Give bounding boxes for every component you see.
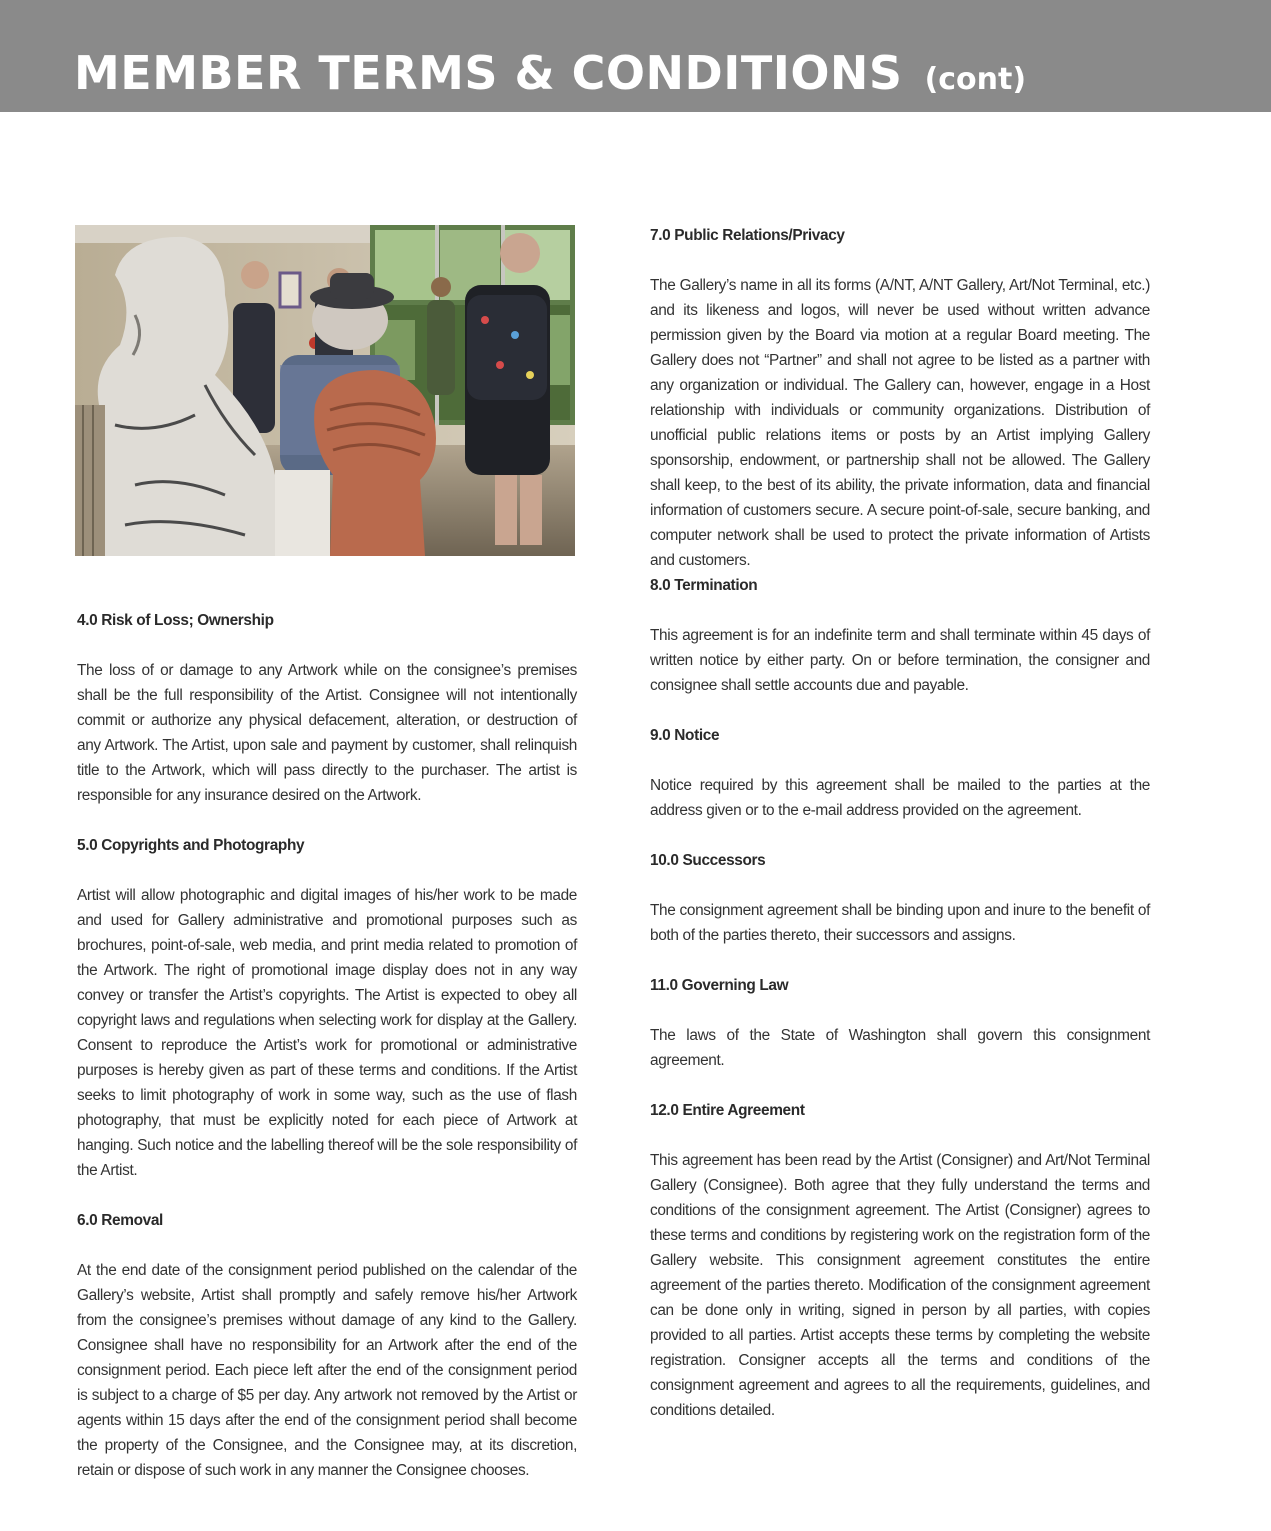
section-body: The laws of the State of Washington shall govern this consignment agreement. — [650, 1027, 1150, 1069]
section-title: 8.0 Termination — [650, 577, 758, 594]
left-column — [77, 608, 577, 1508]
section-title: 12.0 Entire Agreement — [650, 1102, 805, 1119]
section-body: The consignment agreement shall be binding upon and inure to the benefit of both of the parties thereto, their successors and assigns. — [650, 902, 1150, 944]
section-notice — [650, 723, 1150, 823]
section-body: At the end date of the consignment period published on the calendar of the Gallery’s website, Artist shall promptly and safely remove his/her Artwork from the consignee’s premises without damage of any kind to the Gallery. Consignee shall have no responsibility for an Artwork after the end of the consignment period. Each piece left after the end of the consignment period is subject to a charge of $5 per day. Any artwork not removed by the Artist or agents within 15 days after the end of the consignment period shall become the property of the Consignee, and the Consignee may, at its discretion, retain or dispose of such work in any manner the Consignee chooses. — [77, 1262, 577, 1479]
section-title: 9.0 Notice — [650, 727, 720, 744]
section-title: 6.0 Removal — [77, 1212, 163, 1229]
section-removal — [77, 1208, 577, 1483]
section-body: This agreement is for an indefinite term and shall terminate within 45 days of written notice by either party. On or before termination, the consigner and consignee shall settle accounts due and payable. — [650, 627, 1150, 694]
gallery-photo-image — [75, 225, 575, 556]
right-column — [650, 223, 1150, 1448]
section-termination — [650, 573, 1150, 698]
page-subtitle: (cont) — [924, 62, 1027, 97]
section-successors — [650, 848, 1150, 948]
section-governing-law — [650, 973, 1150, 1073]
section-body: The loss of or damage to any Artwork while on the consignee’s premises shall be the full responsibility of the Artist. Consignee will not intentionally commit or authorize any physical defacement, alteration, or destruction of any Artwork. The Artist, upon sale and payment by customer, shall relinquish title to the Artwork, which will pass directly to the purchaser. The artist is responsible for any insurance desired on the Artwork. — [77, 662, 577, 804]
section-body: The Gallery’s name in all its forms (A/NT, A/NT Gallery, Art/Not Terminal, etc.) and its likeness and logos, will never be used without written advance permission given by the Board via motion at a regular Board meeting. The Gallery does not “Partner” and shall not agree to be listed as a partner with any organization or individual. The Gallery can, however, engage in a Host relationship with individuals or community organizations. Distribution of unofficial public relations items or posts by an Artist implying Gallery sponsorship, endowment, or partnership shall not be allowed. The Gallery shall keep, to the best of its ability, the private information, data and financial information of customers secure. A secure point-of-sale, secure banking, and computer network shall be used to protect the private information of Artists and customers. — [650, 277, 1150, 569]
section-title: 4.0 Risk of Loss; Ownership — [77, 612, 274, 629]
section-body: This agreement has been read by the Artist (Consigner) and Art/Not Terminal Gallery (Consignee). Both agree that they fully understand the terms and conditions of the consignment agreement. The Artist (Consigner) agrees to these terms and conditions by registering work on the registration form of the Gallery website. This consignment agreement constitutes the entire agreement of the parties thereto. Modification of the consignment agreement can be done only in writing, signed in person by all parties, with copies provided to all parties. Artist accepts these terms by completing the website registration. Consigner accepts all the terms and conditions of the consignment agreement and agrees to all the requirements, guidelines, and conditions detailed. — [650, 1152, 1150, 1419]
page-title — [74, 46, 1027, 100]
section-title: 10.0 Successors — [650, 852, 766, 869]
section-title: 7.0 Public Relations/Privacy — [650, 227, 845, 244]
section-public-relations — [650, 223, 1150, 573]
section-risk-of-loss — [77, 608, 577, 808]
section-title: 11.0 Governing Law — [650, 977, 789, 994]
section-title: 5.0 Copyrights and Photography — [77, 837, 305, 854]
section-copyrights — [77, 833, 577, 1183]
section-body: Artist will allow photographic and digital images of his/her work to be made and used for Gallery administrative and promotional purposes such as brochures, point-of-sale, web media, and print media related to promotion of the Artwork. The right of promotional image display does not in any way convey or transfer the Artist’s copyrights. The Artist is expected to obey all copyright laws and regulations when selecting work for display at the Gallery. Consent to reproduce the Artist’s work for promotional or administrative purposes is hereby given as part of these terms and conditions. If the Artist seeks to limit photography of work in some way, such as the use of flash photography, that must be explicitly noted for each piece of Artwork at hanging. Such notice and the labelling thereof will be the sole responsibility of the Artist. — [77, 887, 577, 1179]
section-body: Notice required by this agreement shall be mailed to the parties at the address given or to the e-mail address provided on the agreement. — [650, 777, 1150, 819]
section-entire-agreement — [650, 1098, 1150, 1423]
page-title-text: MEMBER TERMS & CONDITIONS — [74, 46, 903, 100]
